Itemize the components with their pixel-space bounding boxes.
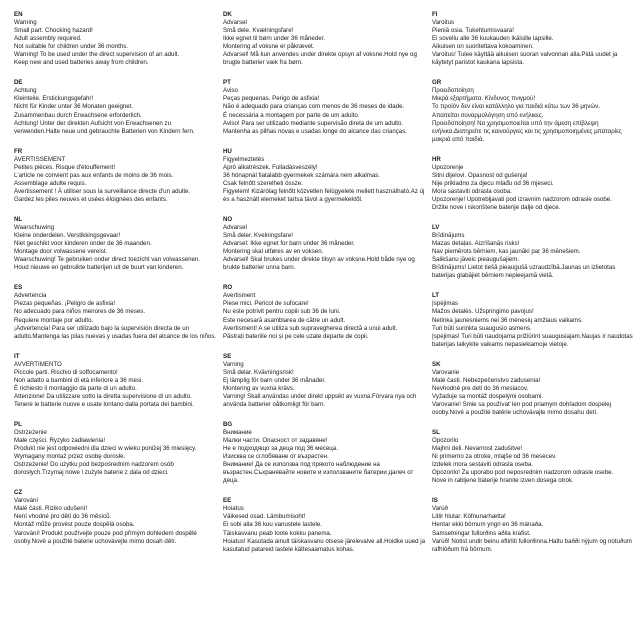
warning-text: Apró alkatrészek. Fulladásveszély! [223,163,318,171]
language-block-ee [223,497,427,553]
warning-text: Små deler. Kvelningsfare! [223,232,293,240]
warning-text: Varování! Produkt používejte pouze pod přímým dohledem dospělé osoby.Nové a použité baterie uchovávejte mimo dosah dětí. [14,529,197,545]
warning-text: Samsetningar fullorðins aðila krafist. [432,529,531,537]
warning-text: Piezas pequeñas. ¡Peligro de asfixia! [14,300,116,308]
language-block-sk [432,361,636,417]
warning-text: Litlir hlutar. Köfnunarhætta! [432,513,506,521]
warning-text: Não é adequado para crianças com menos de 36 meses de idade. [223,103,405,111]
warning-text: Små delar. Kvävningsrisk! [223,368,294,376]
warning-text: Kleine onderdelen. Verstikkingsgevaar! [14,232,121,240]
warning-text: Varning! Skall användas under direkt uppsikt av vuxna.Förvara nya och använda batterier oåtkomligt för barn. [223,392,417,408]
warning-heading: Ostrzeżenie [14,429,47,437]
warning-heading: AVERTISSEMENT [14,155,66,163]
language-block-es [14,284,218,340]
language-code: EN [14,11,23,18]
warning-text: Μικρά εξαρτήματα. Κίνδυνος πνιγμού! [432,95,536,103]
warning-heading: Προειδοποίηση [432,87,474,95]
warning-heading: Advarsel [223,224,247,232]
language-code: SK [432,360,441,368]
language-code: GR [432,79,442,87]
warning-text: Įspėjimas! Turi būti naudojama prižiūrint suaugusiajam.Naujas ir naudotas baterijas laikykite vaikams nepasiekiamoje vietoje. [432,332,633,348]
warning-text: Aikuisen on suoritettava kokoaminen. [432,43,534,51]
language-block-bg [223,421,427,485]
language-code: SE [223,352,232,360]
language-block-lt [432,292,636,348]
warning-text: Nav piemērots bērniem, kas jaunāki par 36 mēnešiem. [432,248,581,256]
warning-text: Mažos detalės. Užspringimo pavojus! [432,308,534,316]
warning-text: Pieniä osia. Tukehtumisvaara! [432,27,514,35]
warning-text: Montáž může provést pouze dospělá osoba. [14,521,135,529]
warning-text: Piese mici. Pericol de sufocare! [223,300,309,308]
warning-text: Adult assembly required. [14,35,82,43]
warning-text: Mora sastaviti odrasla osoba. [432,187,512,195]
warning-heading: Figyelmeztetés [223,155,265,163]
warning-text: Kleinteile. Erstickungsgefahr! [14,95,94,103]
warning-text: Sitni dijelovi. Opasnost od gušenja! [432,171,528,179]
language-block-hr [432,156,636,212]
warning-heading: Hoiatus [223,505,244,513]
language-code: RO [223,284,233,292]
warning-text: Salikšanu jāveic pieaugušajiem. [432,256,520,264]
warning-text: Figyelem! Kizárólag felnőtt közvetlen felügyelete mellett használható.Az új és a használt elemeket tartsa távol a gyermekektől. [223,187,425,203]
warning-text: Ei sobi alla 36 kuu vanustele lastele. [223,521,322,529]
language-block-it [14,353,218,409]
warning-heading: Varovanie [432,368,460,376]
warning-heading: Waarschuwing [14,224,55,232]
language-code: DK [223,11,232,18]
warning-text: Varúð! Notist undir beinu eftirliti fullorðinna.Haltu baðði nýjum og notuðum rafhlöðum frá börnum. [432,537,632,553]
language-code: IS [432,497,438,505]
warning-text: Brīdinājums! Lietot tiešā pieaugušā uzraudzībā.Jaunas un izlietotas baterijas glabājiet bērniem nepieejamā vietā. [432,264,616,280]
warning-text: Ej lämplig för barn under 36 månader. [223,376,326,384]
language-code: ES [14,284,23,292]
language-block-no [223,216,427,272]
language-code: HU [223,147,232,155]
warning-heading: Внимание [223,429,252,437]
warning-heading: AVVERTIMENTO [14,360,62,368]
warning-heading: Avertisment [223,292,256,300]
warning-heading: Varoitus [432,19,455,27]
warning-text: Držite nove i iskorištene baterije dalje od djece. [432,203,561,211]
warning-text: Προειδοποίηση! Να χρησιμοποιείται υπό την άμεση επίβλεψη ενήλικα.Διατηρείτε τις καινούργιες και τις χρησιμοποιημένες μπαταρίες μακριά από παιδιά. [432,119,622,143]
language-code: LT [432,292,440,300]
warning-text: Väikesed osad. Lämbumisoht! [223,513,306,521]
warning-text: Nu este potrivit pentru copiii sub 36 de luni. [223,308,341,316]
language-code: CZ [14,489,23,497]
warning-heading: Opozorilo [432,437,459,445]
warning-text: Nevhodné pre deti do 36 mesiacov. [432,384,529,392]
language-block-fi [432,11,636,67]
language-block-is [432,497,636,553]
warning-text: Το προϊόν δεν είναι κατάλληλο για παιδιά κάτω των 36 μηνών. [432,103,600,111]
language-code: IT [14,352,20,360]
warning-text: Nicht für Kinder unter 36 Monaten geeignet. [14,103,134,111]
language-code: PT [223,79,231,87]
language-block-de [14,79,218,135]
warning-text: Advarsel! Skal brukes under direkte tilsyn av voksne.Hold både nye og brukte batterier unna barn. [223,256,415,272]
warning-text: Avertissement ! À utiliser sous la surveillance directe d'un adulte. [14,187,191,195]
language-block-en [14,11,218,67]
warning-heading: Varning [223,360,244,368]
warning-text: Wymagany montaż przez osobę dorosłe. [14,453,126,461]
language-block-se [223,353,427,409]
warning-heading: Įspėjimas [432,300,458,308]
warning-text: Opozorilo! Za uporabo pod neposrednim nadzorom odrasle osebe. [432,469,614,477]
warning-text: Warning! To be used under the direct supervision of an adult. [14,51,180,59]
warning-text: Малки части. Опасност от задавяне! [223,437,328,445]
warning-text: Není vhodné pro děti do 36 měsíců. [14,513,112,521]
warning-text: Netinka jaunesniems nei 36 mėnesių amžiaus vaikams. [432,316,583,324]
warning-text: Attenzione! Da utilizzare sotto la diretta supervisione di un adulto. [14,392,192,400]
warning-heading: Varúð [432,505,448,513]
warning-text: Izdelek mora sestaviti odrasla oseba. [432,461,534,469]
warning-text: Houd nieuwe en gebruikte batterijen uit de buurt van kinderen. [14,264,184,272]
language-code: NL [14,215,23,223]
warning-text: ¡Advertencia! Para ser utilizado bajo la supervisión directa de un adulto.Mantenga las pilas nuevas y usadas fuera del alcance de los niños. [14,324,217,340]
warning-text: Upozorenje! Upotrebljavati pod izravnim nadzorom odrasle osobe. [432,195,612,203]
warning-text: Nove in rabljene baterije hranite izven dosega otrok. [432,477,574,485]
warning-text: Advarsel: Ikke egnet for barn under 36 måneder. [223,240,355,248]
language-code: LV [432,224,440,232]
warning-text: Montering av vuxna krävs. [223,384,295,392]
warning-text: É necessária a montagem por parte de um adulto. [223,111,360,119]
column-2 [223,11,427,640]
warning-text: È richiesto il montaggio da parte di un adulto. [14,384,137,392]
warning-text: Niet geschikt voor kinderen onder de 36 maanden. [14,240,152,248]
language-block-sl [432,429,636,485]
warning-text: Not suitable for children under 36 months. [14,43,129,51]
warning-text: No adecuado para niños menores de 36 meses. [14,308,146,316]
warning-heading: Achtung [14,87,37,95]
language-code: DE [14,79,23,87]
warning-text: Petites pièces. Risque d'étouffement! [14,163,116,171]
warning-heading: Varování [14,497,39,505]
language-block-pt [223,79,427,135]
warning-text: Piccole parti. Rischio di soffocamento! [14,368,118,376]
language-block-ro [223,284,427,340]
language-block-hu [223,148,427,204]
warning-text: Advarsel! Må kun anvendes under direkte opsyn af voksne.Hold nye og brugte batterier væk fra børn. [223,51,417,67]
warning-heading: Upozorenje [432,163,464,171]
warning-text: Varovanie! Smie sa používať len pod priamym dohľadom dospelej osoby.Nové a použité batérie uchovávajte mimo dosahu detí. [432,400,612,416]
warning-text: Malé části. Riziko udušení! [14,505,88,513]
warning-text: Изисква се сглобяване от възрастен. [223,453,329,461]
warning-text: Hoiatus! Kasutada ainult täiskasvanu otsese järelevalve all.Hoidke uued ja kasutatud patareid lastele kättesaamatus kohas. [223,537,426,553]
warning-text: Turi būti surinkta suaugusio asmens. [432,324,532,332]
warning-text: Täiskasvanu peab toote kokku panema. [223,529,332,537]
warning-text: Achtung! Unter der direkten Aufsicht von Erwachsenen zu verwenden.Halte neue und gebrauchte Batterien von Kindern fern. [14,119,195,135]
warning-text: Ikke egnet til børn under 36 måneder. [223,35,326,43]
warning-text: Gardez les piles neuves et usées éloignées des enfants. [14,195,168,203]
language-code: NO [223,215,233,223]
language-code: SL [432,429,440,437]
language-code: FR [14,147,23,155]
warning-text: Aviso! Para ser utilizado mediante supervisão direta de um adulto. [223,119,404,127]
column-3 [432,11,636,640]
warning-text: Внимание! Да се използва под прякото наблюдение на възрастен.Съхранявайте новите и използваните батерии далеч от деца. [223,461,414,485]
warning-text: Păstrați bateriile noi și pe cele uzate departe de copii. [223,332,369,340]
language-block-dk [223,11,427,67]
warning-text: Vyžaduje sa montáž dospelými osobami. [432,392,544,400]
warning-heading: Advarsel [223,19,247,27]
warning-text: Małe części. Ryzyko zadławienia! [14,437,106,445]
warning-text: Hentar ekki börnum yngri en 36 mánaða. [432,521,544,529]
language-block-lv [432,224,636,280]
warning-text: Varoitus! Tulee käyttää aikuisen suoran valvonnan alla.Pidä uudet ja käytetyt paristot kaukana lapsista. [432,51,618,67]
language-code: EE [223,497,232,505]
warning-text: Ni primerno za otroke, mlajše od 36 mesecev. [432,453,557,461]
warning-text: Απαιτείται συναρμολόγηση από ενήλικες. [432,111,544,119]
language-code: FI [432,11,438,18]
warning-text: Mazas detaļas. Aizrīšanās risks! [432,240,520,248]
language-block-pl [14,421,218,477]
warning-text: Requiere montaje por adulto. [14,316,94,324]
warning-text: Non adatto a bambini di età inferiore a 36 mesi. [14,376,144,384]
warning-text: Keep new and used batteries away from children. [14,59,149,67]
warning-text: Tenere le batterie nuove e usate lontano dalla portata dei bambini. [14,400,194,408]
warning-text: Montage door volwassene vereist. [14,248,108,256]
warning-heading: Aviso [223,87,238,95]
warning-text: Ei sovellu alle 36 kuukauden ikäisille lapsille. [432,35,554,43]
warning-text: Waarschuwing! Te gebruiken onder direct toezicht van volwassenen. [14,256,201,264]
warning-text: Malé časti. Nebezpečenstvo zadusenia! [432,376,541,384]
warning-text: Zusammenbau durch Erwachsene erforderlich. [14,111,142,119]
warning-text: Mantenha as pilhas novas e usadas longe do alcance das crianças. [223,127,407,135]
warning-text: Avertisment! A se utiliza sub supravegherea directă a unui adult. [223,324,398,332]
language-block-cz [14,489,218,545]
warning-text: Este necesară asamblarea de către un adult. [223,316,346,324]
warning-text: 36 hónapnál fiatalabb gyermekek számára nem alkalmas. [223,171,381,179]
warning-heading: Advertencia [14,292,47,300]
language-code: PL [14,420,22,428]
warning-text: L'article ne convient pas aux enfants de moins de 36 mois. [14,171,174,179]
language-block-fr [14,148,218,204]
warning-heading: Warning [14,19,37,27]
language-code: HR [432,155,441,163]
warning-text: Csak felnőtt szerelheti össze. [223,179,303,187]
column-1 [14,11,218,640]
language-block-gr [432,79,636,143]
warning-text: Majhni deli. Nevarnost zadušitve! [432,445,523,453]
warning-text: Små dele. Kvælningsfare! [223,27,294,35]
warning-text: Small part. Chocking hazard! [14,27,93,35]
warning-text: Ostrzeżenie! Do użytku pod bezpośrednim nadzorem osób dorosłych.Trzymaj nowe i zużyte baterie z dala od dzieci. [14,461,174,477]
warning-text: Не е подходящо за деца под 36 месеца. [223,445,338,453]
warning-text: Nije prikladno za djecu mlađu od 36 mjeseci. [432,179,554,187]
warning-text: Peças pequenas. Perigo de asfixia! [223,95,320,103]
language-block-nl [14,216,218,272]
warning-heading: Brīdinājums [432,232,465,240]
warning-text: Montering skal utføres av en voksen. [223,248,324,256]
warning-text: Assemblage adulte requis. [14,179,87,187]
warning-text: Produkt nie jest odpowiedni dla dzieci w wieku poniżej 36 miesięcy. [14,445,197,453]
language-code: BG [223,420,233,428]
warning-text: Montering af voksne er påkrævet. [223,43,315,51]
